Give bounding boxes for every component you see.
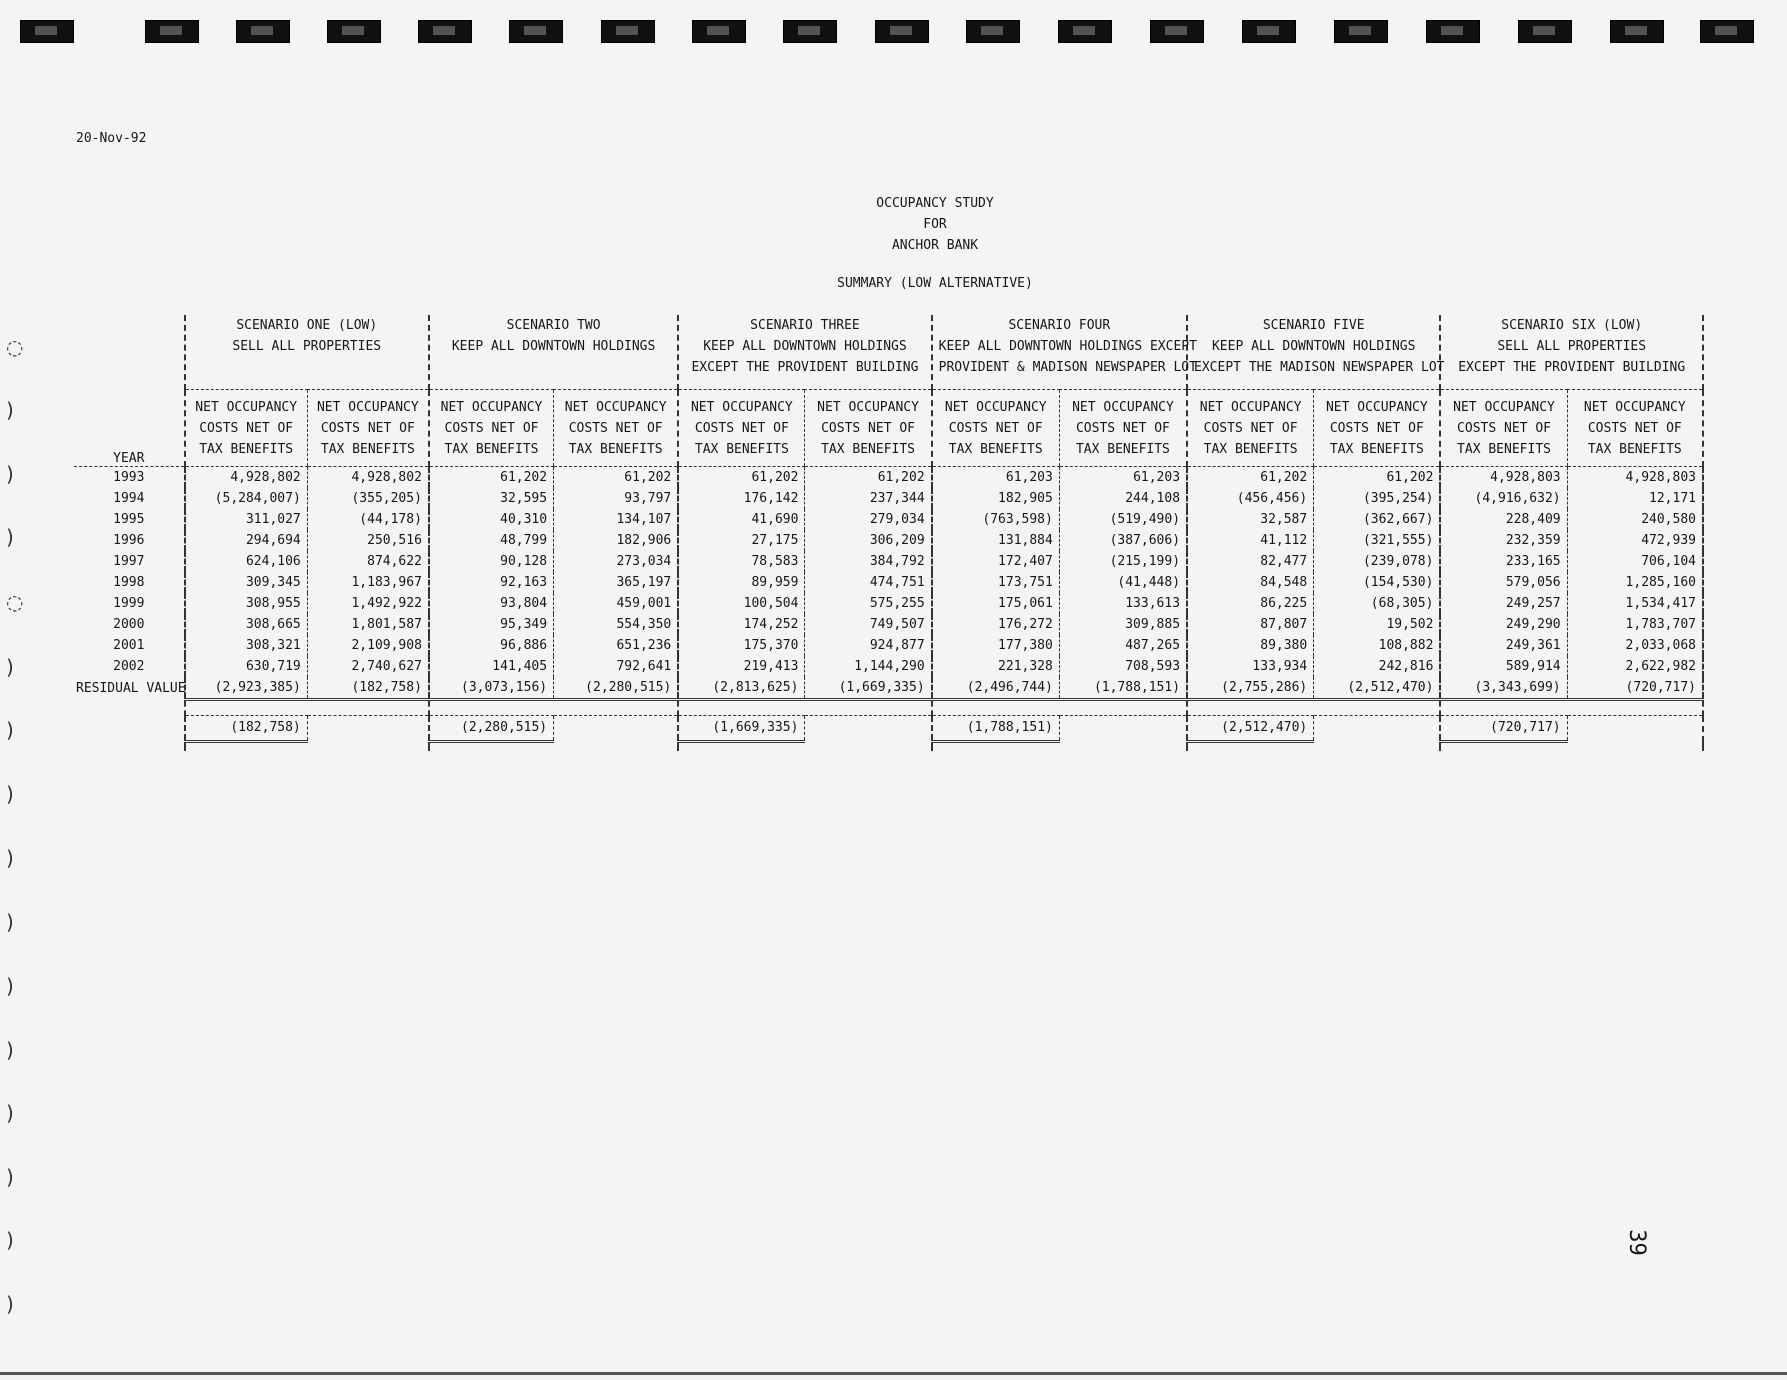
value-cell: 172,407 xyxy=(932,551,1060,572)
value-cell: 133,934 xyxy=(1187,656,1314,677)
report-title xyxy=(0,193,1787,256)
value-cell: 173,751 xyxy=(932,572,1060,593)
value-cell: 273,034 xyxy=(554,551,679,572)
binder-hole-icon: ) xyxy=(6,1292,14,1316)
value-cell: 249,290 xyxy=(1440,614,1567,635)
header-spacer xyxy=(74,315,185,390)
column-header: NET OCCUPANCY COSTS NET OF TAX BENEFITS xyxy=(1314,390,1441,467)
value-cell: 96,886 xyxy=(429,635,554,656)
column-header: NET OCCUPANCY COSTS NET OF TAX BENEFITS xyxy=(932,390,1060,467)
value-cell: 474,751 xyxy=(805,572,932,593)
value-cell: 32,595 xyxy=(429,488,554,509)
perforation-hole xyxy=(1518,20,1572,43)
value-cell: 1,144,290 xyxy=(805,656,932,677)
value-cell: (182,758) xyxy=(307,677,429,700)
separator-cell xyxy=(429,700,554,716)
table-row xyxy=(74,467,1703,489)
totals-row xyxy=(74,716,1703,742)
value-cell: 177,380 xyxy=(932,635,1060,656)
value-cell: (3,343,699) xyxy=(1440,677,1567,700)
title-line: FOR xyxy=(923,217,947,232)
value-cell: 174,252 xyxy=(678,614,805,635)
value-cell: 133,613 xyxy=(1059,593,1187,614)
perforation-hole xyxy=(783,20,837,43)
column-header: NET OCCUPANCY COSTS NET OF TAX BENEFITS xyxy=(185,390,308,467)
separator-row xyxy=(74,700,1703,716)
scenario-desc: EXCEPT THE PROVIDENT BUILDING xyxy=(691,360,919,375)
total-cell: (182,758) xyxy=(185,716,308,742)
total-cell: (1,669,335) xyxy=(678,716,805,742)
binder-hole-icon: ) xyxy=(6,846,14,870)
value-cell: (321,555) xyxy=(1314,530,1441,551)
scenario-name: SCENARIO TWO xyxy=(506,318,601,333)
value-cell: (763,598) xyxy=(932,509,1060,530)
perforation-hole xyxy=(966,20,1020,43)
end-row xyxy=(74,742,1703,752)
binder-hole-icon: ) xyxy=(6,462,14,486)
binder-hole-icon: ◌ xyxy=(6,335,24,359)
value-cell: 48,799 xyxy=(429,530,554,551)
value-cell: 61,203 xyxy=(1059,467,1187,489)
end-cell xyxy=(307,742,429,752)
value-cell: 250,516 xyxy=(307,530,429,551)
value-cell: 708,593 xyxy=(1059,656,1187,677)
scenario-desc: KEEP ALL DOWNTOWN HOLDINGS xyxy=(1211,339,1416,354)
value-cell: 630,719 xyxy=(185,656,308,677)
value-cell: 237,344 xyxy=(805,488,932,509)
perforation-strip xyxy=(0,0,1787,64)
value-cell: (362,667) xyxy=(1314,509,1441,530)
end-cell xyxy=(1314,742,1441,752)
value-cell: 4,928,802 xyxy=(307,467,429,489)
value-cell: 749,507 xyxy=(805,614,932,635)
value-cell: (44,178) xyxy=(307,509,429,530)
scenario-header-row xyxy=(74,315,1703,390)
value-cell: 228,409 xyxy=(1440,509,1567,530)
value-cell: 84,548 xyxy=(1187,572,1314,593)
perforation-hole xyxy=(1058,20,1112,43)
year-cell: 2000 xyxy=(113,617,145,632)
value-cell: 1,534,417 xyxy=(1567,593,1703,614)
value-cell: (519,490) xyxy=(1059,509,1187,530)
value-cell: 575,255 xyxy=(805,593,932,614)
scenario-desc: EXCEPT THE PROVIDENT BUILDING xyxy=(1458,360,1686,375)
column-header: NET OCCUPANCY COSTS NET OF TAX BENEFITS xyxy=(805,390,932,467)
value-cell: (3,073,156) xyxy=(429,677,554,700)
value-cell: 131,884 xyxy=(932,530,1060,551)
scenario-name: SCENARIO SIX (LOW) xyxy=(1501,318,1643,333)
total-spacer-cell xyxy=(307,716,429,742)
end-cell xyxy=(678,742,805,752)
column-header: NET OCCUPANCY COSTS NET OF TAX BENEFITS xyxy=(1440,390,1567,467)
value-cell: 176,272 xyxy=(932,614,1060,635)
value-cell: (2,923,385) xyxy=(185,677,308,700)
year-cell: 1994 xyxy=(113,491,145,506)
value-cell: 1,783,707 xyxy=(1567,614,1703,635)
value-cell: 232,359 xyxy=(1440,530,1567,551)
perforation-hole xyxy=(1610,20,1664,43)
separator-cell xyxy=(1187,700,1314,716)
binder-hole-icon: ) xyxy=(6,655,14,679)
value-cell: 89,380 xyxy=(1187,635,1314,656)
perforation-hole xyxy=(1242,20,1296,43)
value-cell: 4,928,802 xyxy=(185,467,308,489)
value-cell: (395,254) xyxy=(1314,488,1441,509)
column-header: NET OCCUPANCY COSTS NET OF TAX BENEFITS xyxy=(1059,390,1187,467)
value-cell: 487,265 xyxy=(1059,635,1187,656)
value-cell: 874,622 xyxy=(307,551,429,572)
perforation-hole xyxy=(1426,20,1480,43)
column-header: NET OCCUPANCY COSTS NET OF TAX BENEFITS xyxy=(554,390,679,467)
value-cell: (355,205) xyxy=(307,488,429,509)
column-header: NET OCCUPANCY COSTS NET OF TAX BENEFITS xyxy=(429,390,554,467)
value-cell: 1,801,587 xyxy=(307,614,429,635)
value-cell: 40,310 xyxy=(429,509,554,530)
total-spacer-cell xyxy=(554,716,679,742)
end-cell xyxy=(1567,742,1703,752)
value-cell: (2,280,515) xyxy=(554,677,679,700)
value-cell: 19,502 xyxy=(1314,614,1441,635)
scenario-desc: EXCEPT THE MADISON NEWSPAPER LOT xyxy=(1194,360,1445,375)
value-cell: 2,033,068 xyxy=(1567,635,1703,656)
value-cell: 308,955 xyxy=(185,593,308,614)
value-cell: 2,109,908 xyxy=(307,635,429,656)
scenario-header xyxy=(678,315,931,390)
value-cell: 61,203 xyxy=(932,467,1060,489)
binder-hole-icon: ) xyxy=(6,1228,14,1252)
year-cell: 1998 xyxy=(113,575,145,590)
year-cell: 2001 xyxy=(113,638,145,653)
separator-cell xyxy=(1314,700,1441,716)
end-cell xyxy=(554,742,679,752)
separator-cell xyxy=(805,700,932,716)
value-cell: 61,202 xyxy=(1314,467,1441,489)
scenario-name: SCENARIO FIVE xyxy=(1262,318,1365,333)
separator-cell xyxy=(185,700,308,716)
total-cell: (720,717) xyxy=(1440,716,1567,742)
perforation-hole xyxy=(1334,20,1388,43)
scenario-desc: KEEP ALL DOWNTOWN HOLDINGS EXCEPT xyxy=(938,339,1197,354)
value-cell: 61,202 xyxy=(805,467,932,489)
total-cell: (1,788,151) xyxy=(932,716,1060,742)
report-subtitle: SUMMARY (LOW ALTERNATIVE) xyxy=(837,276,1033,291)
value-cell: 176,142 xyxy=(678,488,805,509)
end-cell xyxy=(1440,742,1567,752)
value-cell: 87,807 xyxy=(1187,614,1314,635)
value-cell: (1,788,151) xyxy=(1059,677,1187,700)
value-cell: (215,199) xyxy=(1059,551,1187,572)
value-cell: 95,349 xyxy=(429,614,554,635)
separator-cell xyxy=(307,700,429,716)
value-cell: 589,914 xyxy=(1440,656,1567,677)
binder-hole-icon: ) xyxy=(6,910,14,934)
table-row xyxy=(74,509,1703,530)
value-cell: (41,448) xyxy=(1059,572,1187,593)
value-cell: 175,061 xyxy=(932,593,1060,614)
year-column-header: YEAR xyxy=(74,390,185,467)
value-cell: 2,740,627 xyxy=(307,656,429,677)
scenario-name: SCENARIO FOUR xyxy=(1008,318,1111,333)
scenario-desc: PROVIDENT & MADISON NEWSPAPER LOT xyxy=(938,360,1197,375)
scenario-desc: SELL ALL PROPERTIES xyxy=(1497,339,1647,354)
total-cell: (2,280,515) xyxy=(429,716,554,742)
value-cell: 93,804 xyxy=(429,593,554,614)
value-cell: 141,405 xyxy=(429,656,554,677)
year-cell: 1999 xyxy=(113,596,145,611)
value-cell: 100,504 xyxy=(678,593,805,614)
value-cell: 221,328 xyxy=(932,656,1060,677)
value-cell: (2,496,744) xyxy=(932,677,1060,700)
perforation-hole xyxy=(509,20,563,43)
end-cell xyxy=(74,742,185,752)
value-cell: 134,107 xyxy=(554,509,679,530)
page-bottom-edge xyxy=(0,1372,1787,1375)
value-cell: 311,027 xyxy=(185,509,308,530)
value-cell: (2,755,286) xyxy=(1187,677,1314,700)
end-cell xyxy=(1187,742,1314,752)
value-cell: 579,056 xyxy=(1440,572,1567,593)
value-cell: 78,583 xyxy=(678,551,805,572)
scenario-name: SCENARIO ONE (LOW) xyxy=(236,318,378,333)
title-line: OCCUPANCY STUDY xyxy=(876,196,994,211)
column-header: NET OCCUPANCY COSTS NET OF TAX BENEFITS xyxy=(1567,390,1703,467)
total-spacer-cell xyxy=(1567,716,1703,742)
perforation-hole xyxy=(1700,20,1754,43)
scenario-desc: KEEP ALL DOWNTOWN HOLDINGS xyxy=(703,339,907,354)
table-row xyxy=(74,656,1703,677)
separator-cell xyxy=(1059,700,1187,716)
value-cell: (154,530) xyxy=(1314,572,1441,593)
year-cell: 1993 xyxy=(113,470,145,485)
value-cell: 92,163 xyxy=(429,572,554,593)
value-cell: 1,285,160 xyxy=(1567,572,1703,593)
residual-row xyxy=(74,677,1703,700)
value-cell: 249,361 xyxy=(1440,635,1567,656)
table-row xyxy=(74,530,1703,551)
column-header: NET OCCUPANCY COSTS NET OF TAX BENEFITS xyxy=(307,390,429,467)
year-cell: 1995 xyxy=(113,512,145,527)
report-date: 20-Nov-92 xyxy=(76,131,147,146)
value-cell: 89,959 xyxy=(678,572,805,593)
value-cell: (1,669,335) xyxy=(805,677,932,700)
binder-hole-icon: ) xyxy=(6,1038,14,1062)
separator-cell xyxy=(554,700,679,716)
binder-hole-icon: ◌ xyxy=(6,590,24,614)
separator-cell xyxy=(1440,700,1567,716)
perforation-hole xyxy=(327,20,381,43)
value-cell: 651,236 xyxy=(554,635,679,656)
value-cell: 12,171 xyxy=(1567,488,1703,509)
value-cell: 182,905 xyxy=(932,488,1060,509)
scenario-header xyxy=(429,315,678,390)
value-cell: 2,622,982 xyxy=(1567,656,1703,677)
value-cell: 4,928,803 xyxy=(1567,467,1703,489)
occupancy-summary-table xyxy=(74,315,1704,751)
table-row xyxy=(74,488,1703,509)
table-row xyxy=(74,551,1703,572)
value-cell: 82,477 xyxy=(1187,551,1314,572)
value-cell: 249,257 xyxy=(1440,593,1567,614)
perforation-hole xyxy=(1150,20,1204,43)
binder-hole-icon: ) xyxy=(6,782,14,806)
perforation-hole xyxy=(20,20,74,43)
title-line: ANCHOR BANK xyxy=(891,238,979,253)
value-cell: 624,106 xyxy=(185,551,308,572)
value-cell: 61,202 xyxy=(1187,467,1314,489)
value-cell: (456,456) xyxy=(1187,488,1314,509)
end-cell xyxy=(932,742,1060,752)
scenario-header xyxy=(932,315,1197,390)
table-row xyxy=(74,593,1703,614)
value-cell: 308,321 xyxy=(185,635,308,656)
value-cell: 90,128 xyxy=(429,551,554,572)
value-cell: 219,413 xyxy=(678,656,805,677)
value-cell: (239,078) xyxy=(1314,551,1441,572)
year-cell: RESIDUAL VALUE xyxy=(76,680,186,696)
value-cell: 792,641 xyxy=(554,656,679,677)
column-header: NET OCCUPANCY COSTS NET OF TAX BENEFITS xyxy=(678,390,805,467)
total-spacer-cell xyxy=(1059,716,1187,742)
value-cell: 4,928,803 xyxy=(1440,467,1567,489)
binder-hole-icon: ) xyxy=(6,718,14,742)
value-cell: 1,492,922 xyxy=(307,593,429,614)
page-number: 39 xyxy=(1623,1229,1649,1256)
value-cell: (2,813,625) xyxy=(678,677,805,700)
value-cell: 61,202 xyxy=(429,467,554,489)
perforation-hole xyxy=(601,20,655,43)
value-cell: 175,370 xyxy=(678,635,805,656)
value-cell: 309,345 xyxy=(185,572,308,593)
value-cell: 61,202 xyxy=(678,467,805,489)
value-cell: 108,882 xyxy=(1314,635,1441,656)
scenario-header xyxy=(1187,315,1445,390)
perforation-hole xyxy=(145,20,199,43)
end-cell xyxy=(185,742,308,752)
value-cell: 554,350 xyxy=(554,614,679,635)
value-cell: 182,906 xyxy=(554,530,679,551)
value-cell: 384,792 xyxy=(805,551,932,572)
column-header: NET OCCUPANCY COSTS NET OF TAX BENEFITS xyxy=(1187,390,1314,467)
binder-hole-icon: ) xyxy=(6,398,14,422)
value-cell: 240,580 xyxy=(1567,509,1703,530)
value-cell: 924,877 xyxy=(805,635,932,656)
value-cell: 279,034 xyxy=(805,509,932,530)
table-row xyxy=(74,614,1703,635)
value-cell: (2,512,470) xyxy=(1314,677,1441,700)
binder-hole-icon: ) xyxy=(6,525,14,549)
end-cell xyxy=(429,742,554,752)
year-cell: 1997 xyxy=(113,554,145,569)
year-cell: 2002 xyxy=(113,659,145,674)
scenario-desc: SELL ALL PROPERTIES xyxy=(232,339,382,354)
separator-cell xyxy=(678,700,805,716)
value-cell: 61,202 xyxy=(554,467,679,489)
value-cell: 309,885 xyxy=(1059,614,1187,635)
end-cell xyxy=(805,742,932,752)
end-cell xyxy=(1059,742,1187,752)
totals-label-cell xyxy=(74,716,185,742)
value-cell: 308,665 xyxy=(185,614,308,635)
perforation-hole xyxy=(875,20,929,43)
value-cell: 294,694 xyxy=(185,530,308,551)
value-cell: 244,108 xyxy=(1059,488,1187,509)
value-cell: 41,112 xyxy=(1187,530,1314,551)
table-body xyxy=(74,467,1703,752)
separator-cell xyxy=(74,700,185,716)
value-cell: (720,717) xyxy=(1567,677,1703,700)
value-cell: 365,197 xyxy=(554,572,679,593)
value-cell: (387,606) xyxy=(1059,530,1187,551)
scenario-header xyxy=(1440,315,1703,390)
total-cell: (2,512,470) xyxy=(1187,716,1314,742)
value-cell: 306,209 xyxy=(805,530,932,551)
value-cell: 233,165 xyxy=(1440,551,1567,572)
value-cell: 1,183,967 xyxy=(307,572,429,593)
value-cell: 472,939 xyxy=(1567,530,1703,551)
value-cell: (68,305) xyxy=(1314,593,1441,614)
perforation-hole xyxy=(692,20,746,43)
perforation-hole xyxy=(236,20,290,43)
scenario-header xyxy=(185,315,429,390)
value-cell: 459,001 xyxy=(554,593,679,614)
value-cell: 86,225 xyxy=(1187,593,1314,614)
value-cell: 41,690 xyxy=(678,509,805,530)
scenario-name: SCENARIO THREE xyxy=(750,318,860,333)
value-cell: 32,587 xyxy=(1187,509,1314,530)
column-header-row xyxy=(74,390,1703,467)
year-cell: 1996 xyxy=(113,533,145,548)
scenario-desc: KEEP ALL DOWNTOWN HOLDINGS xyxy=(451,339,656,354)
value-cell: (5,284,007) xyxy=(185,488,308,509)
value-cell: 27,175 xyxy=(678,530,805,551)
value-cell: (4,916,632) xyxy=(1440,488,1567,509)
binder-hole-icon: ) xyxy=(6,1165,14,1189)
separator-cell xyxy=(932,700,1060,716)
total-spacer-cell xyxy=(1314,716,1441,742)
value-cell: 242,816 xyxy=(1314,656,1441,677)
table-row xyxy=(74,572,1703,593)
separator-cell xyxy=(1567,700,1703,716)
value-cell: 706,104 xyxy=(1567,551,1703,572)
total-spacer-cell xyxy=(805,716,932,742)
table-row xyxy=(74,635,1703,656)
binder-hole-icon: ) xyxy=(6,974,14,998)
perforation-hole xyxy=(418,20,472,43)
value-cell: 93,797 xyxy=(554,488,679,509)
binder-hole-icon: ) xyxy=(6,1101,14,1125)
